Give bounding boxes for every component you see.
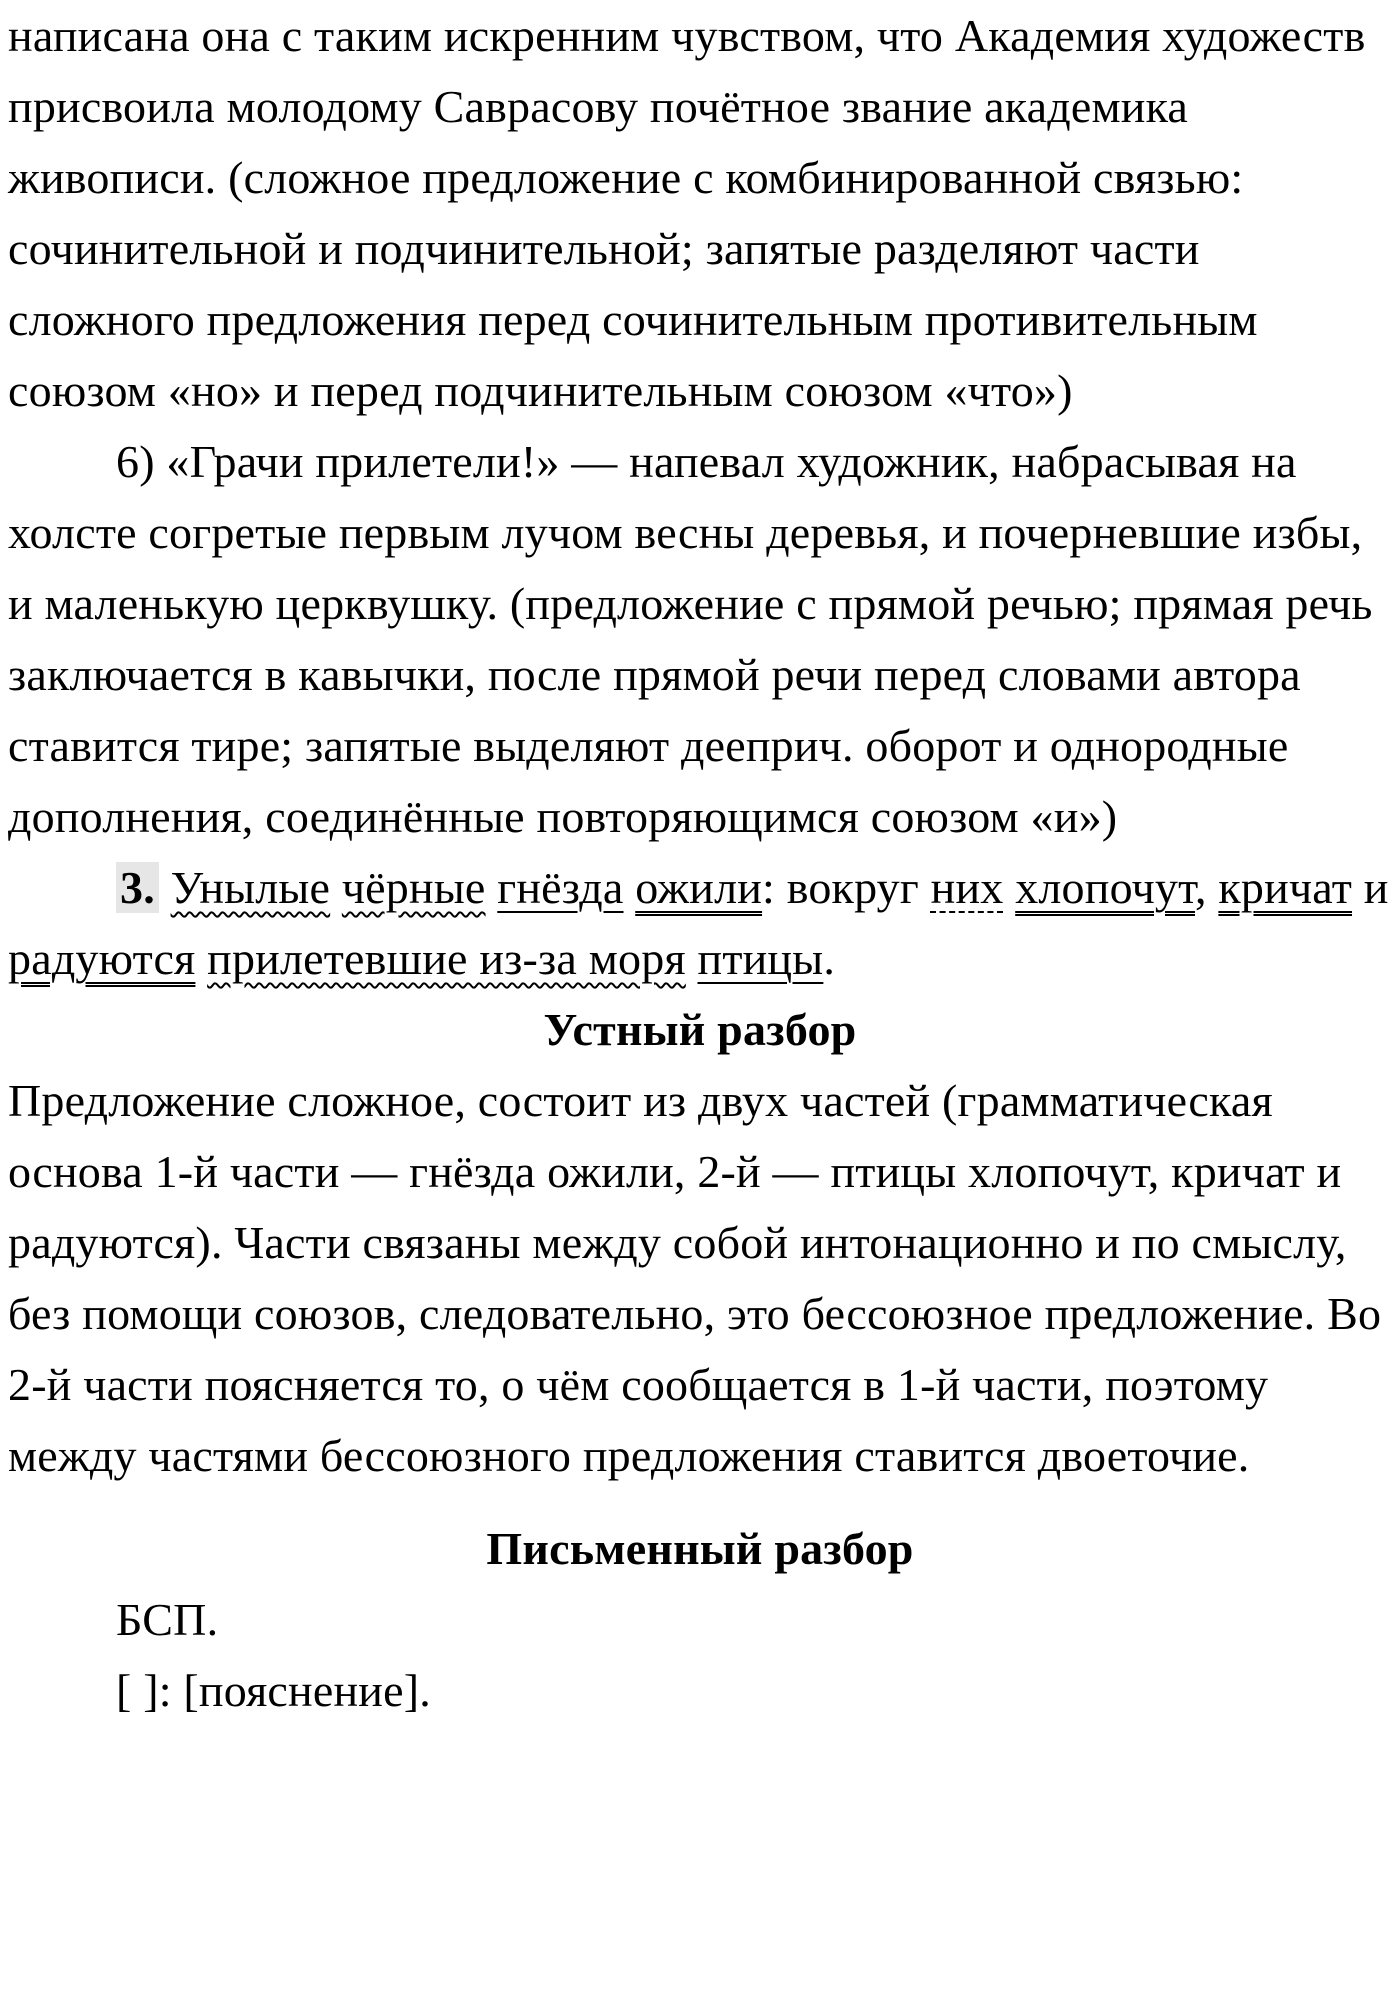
paragraph-oral-analysis: Предложение сложное, состоит из двух частей (грамматическая основа 1-й части — гнёзда ожили, 2-й — птицы хлопочут, кричат и радуются). Части связаны между собой интонационно и по смыслу, без помощи союзов, следовательно, это бессоюзное предложение. Во 2-й части поясняется то, о чём сообщается в 1-й части, поэтому между частями бессоюзного предложения ставится двоеточие. bbox=[8, 1075, 1382, 1481]
written-line-2: [ ]: [пояснение]. bbox=[116, 1665, 431, 1716]
task-number: 3. bbox=[116, 862, 159, 913]
word-adverbial: них bbox=[930, 862, 1004, 913]
plain-text: и bbox=[1352, 862, 1389, 913]
word-predicate: хлопочут bbox=[1015, 862, 1195, 913]
word-attribute: Унылые bbox=[170, 862, 331, 913]
plain-text: . bbox=[823, 933, 836, 984]
heading-oral-analysis: Устный разбор bbox=[543, 1004, 857, 1055]
heading-written-analysis: Письменный разбор bbox=[486, 1523, 914, 1574]
paragraph-item-6: 6) «Грачи прилетели!» — напевал художник, набрасывая на холсте согретые первым лучом весны деревья, и почерневшие избы, и маленькую церквушку. (предложение с прямой речью; прямая речь заключается в кавычки, после прямой речи перед словами автора ставится тире; запятые выделяют дееприч. оборот и однородные дополнения, соединённые повторяющимся союзом «и») bbox=[8, 436, 1373, 842]
word-subject: гнёзда bbox=[497, 862, 624, 913]
word-attribute: чёрные bbox=[341, 862, 486, 913]
task-3-sentence bbox=[8, 852, 1392, 994]
paragraph-continuation: написана она с таким искренним чувством, что Академия художеств присвоила молодому Саврасову почётное звание академика живописи. (сложное предложение с комбинированной связью: сочинительной и подчинительной; запятые разделяют части сложного предложения перед сочинительным противительным союзом «но» и перед подчинительным союзом «что») bbox=[8, 10, 1366, 416]
word-predicate: ожили bbox=[635, 862, 763, 913]
document-page bbox=[8, 0, 1392, 1726]
word-predicate: радуются bbox=[8, 933, 196, 984]
word-attribute: прилетевшие из-за моря bbox=[207, 933, 686, 984]
word-predicate: кричат bbox=[1218, 862, 1353, 913]
word-subject: птицы bbox=[697, 933, 824, 984]
plain-text: : вокруг bbox=[762, 862, 919, 913]
written-line-1: БСП. bbox=[116, 1594, 219, 1645]
plain-text: , bbox=[1194, 862, 1207, 913]
